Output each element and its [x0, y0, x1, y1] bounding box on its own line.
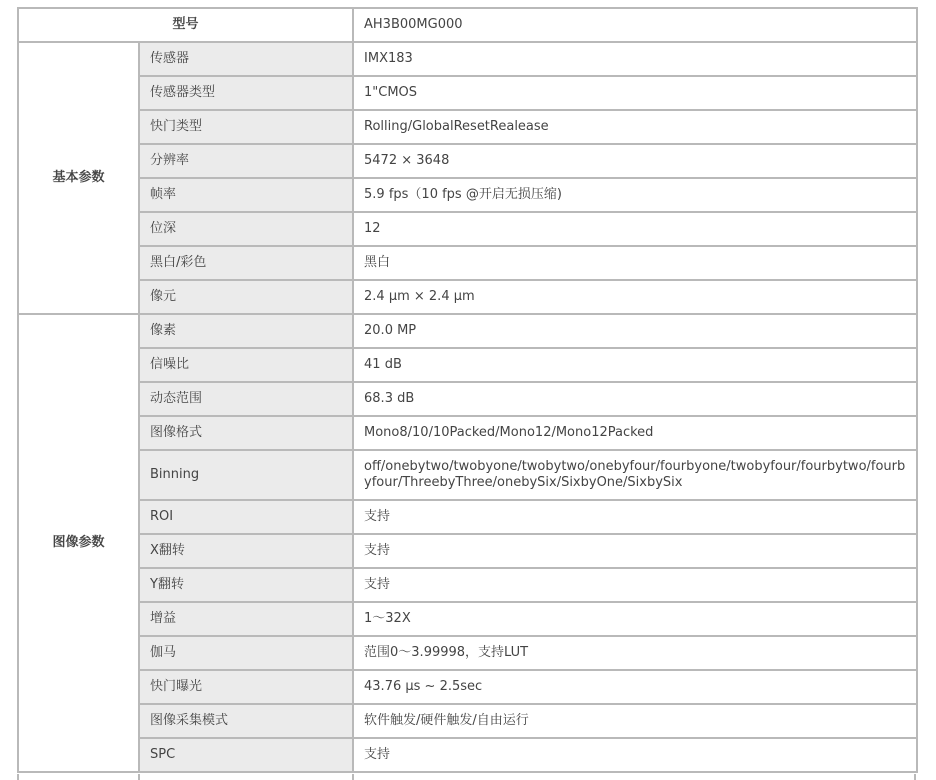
- row-label: 快门曝光: [140, 671, 354, 705]
- next-row-edge: [17, 774, 916, 780]
- table-row: [19, 417, 918, 451]
- table-row: [19, 739, 918, 773]
- model-label: 型号: [19, 9, 354, 43]
- row-value: Mono8/10/10Packed/Mono12/Mono12Packed: [354, 417, 918, 451]
- row-value: 5.9 fps（10 fps @开启无损压缩): [354, 179, 918, 213]
- row-label: 帧率: [140, 179, 354, 213]
- row-value: 支持: [354, 535, 918, 569]
- table-row: [19, 77, 918, 111]
- table-row: [19, 179, 918, 213]
- table-row: [19, 247, 918, 281]
- table-row: [19, 111, 918, 145]
- row-label: 传感器: [140, 43, 354, 77]
- row-value: 20.0 MP: [354, 315, 918, 349]
- row-label: 黑白/彩色: [140, 247, 354, 281]
- table-row: [19, 705, 918, 739]
- row-label: 图像采集模式: [140, 705, 354, 739]
- row-value: 68.3 dB: [354, 383, 918, 417]
- row-label: SPC: [140, 739, 354, 773]
- table-row: [19, 535, 918, 569]
- row-value: 1"CMOS: [354, 77, 918, 111]
- row-label: X翻转: [140, 535, 354, 569]
- model-value: AH3B00MG000: [354, 9, 918, 43]
- row-label: 增益: [140, 603, 354, 637]
- table-row: [19, 349, 918, 383]
- row-label: 伽马: [140, 637, 354, 671]
- table-row: [19, 501, 918, 535]
- row-label: Binning: [140, 451, 354, 501]
- row-label: 快门类型: [140, 111, 354, 145]
- table-row: [19, 603, 918, 637]
- spec-table: [17, 7, 918, 773]
- row-label: 位深: [140, 213, 354, 247]
- row-label: 分辨率: [140, 145, 354, 179]
- row-value: 43.76 μs ~ 2.5sec: [354, 671, 918, 705]
- row-value: 41 dB: [354, 349, 918, 383]
- table-row: [19, 315, 918, 349]
- divider: [138, 774, 140, 780]
- table-row: [19, 671, 918, 705]
- row-label: Y翻转: [140, 569, 354, 603]
- row-label: 动态范围: [140, 383, 354, 417]
- row-value: 1～32X: [354, 603, 918, 637]
- row-label: 像素: [140, 315, 354, 349]
- table-row: [19, 43, 918, 77]
- row-value: off/onebytwo/twobyone/twobytwo/onebyfour/fourbyone/twobyfour/fourbytwo/fourbyfour/ThreebyThree/onebySix/SixbyOne/SixbySix: [354, 451, 918, 501]
- row-value: Rolling/GlobalResetRealease: [354, 111, 918, 145]
- table-row: [19, 451, 918, 501]
- table-row: [19, 383, 918, 417]
- table-row: [19, 281, 918, 315]
- group-basic-params: 基本参数: [19, 43, 140, 315]
- row-value: 12: [354, 213, 918, 247]
- row-value: 5472 × 3648: [354, 145, 918, 179]
- table-row: [19, 637, 918, 671]
- row-label: 传感器类型: [140, 77, 354, 111]
- header-row: [19, 9, 918, 43]
- row-value: 2.4 μm × 2.4 μm: [354, 281, 918, 315]
- table-row: [19, 145, 918, 179]
- row-label: ROI: [140, 501, 354, 535]
- row-label: 像元: [140, 281, 354, 315]
- row-label: 信噪比: [140, 349, 354, 383]
- row-value: IMX183: [354, 43, 918, 77]
- row-label: 图像格式: [140, 417, 354, 451]
- row-value: 支持: [354, 569, 918, 603]
- table-row: [19, 569, 918, 603]
- row-value: 支持: [354, 501, 918, 535]
- row-value: 软件触发/硬件触发/自由运行: [354, 705, 918, 739]
- row-value: 黑白: [354, 247, 918, 281]
- row-value: 支持: [354, 739, 918, 773]
- divider: [914, 774, 916, 780]
- row-value: 范围0～3.99998，支持LUT: [354, 637, 918, 671]
- group-image-params: 图像参数: [19, 315, 140, 773]
- table-row: [19, 213, 918, 247]
- divider: [352, 774, 354, 780]
